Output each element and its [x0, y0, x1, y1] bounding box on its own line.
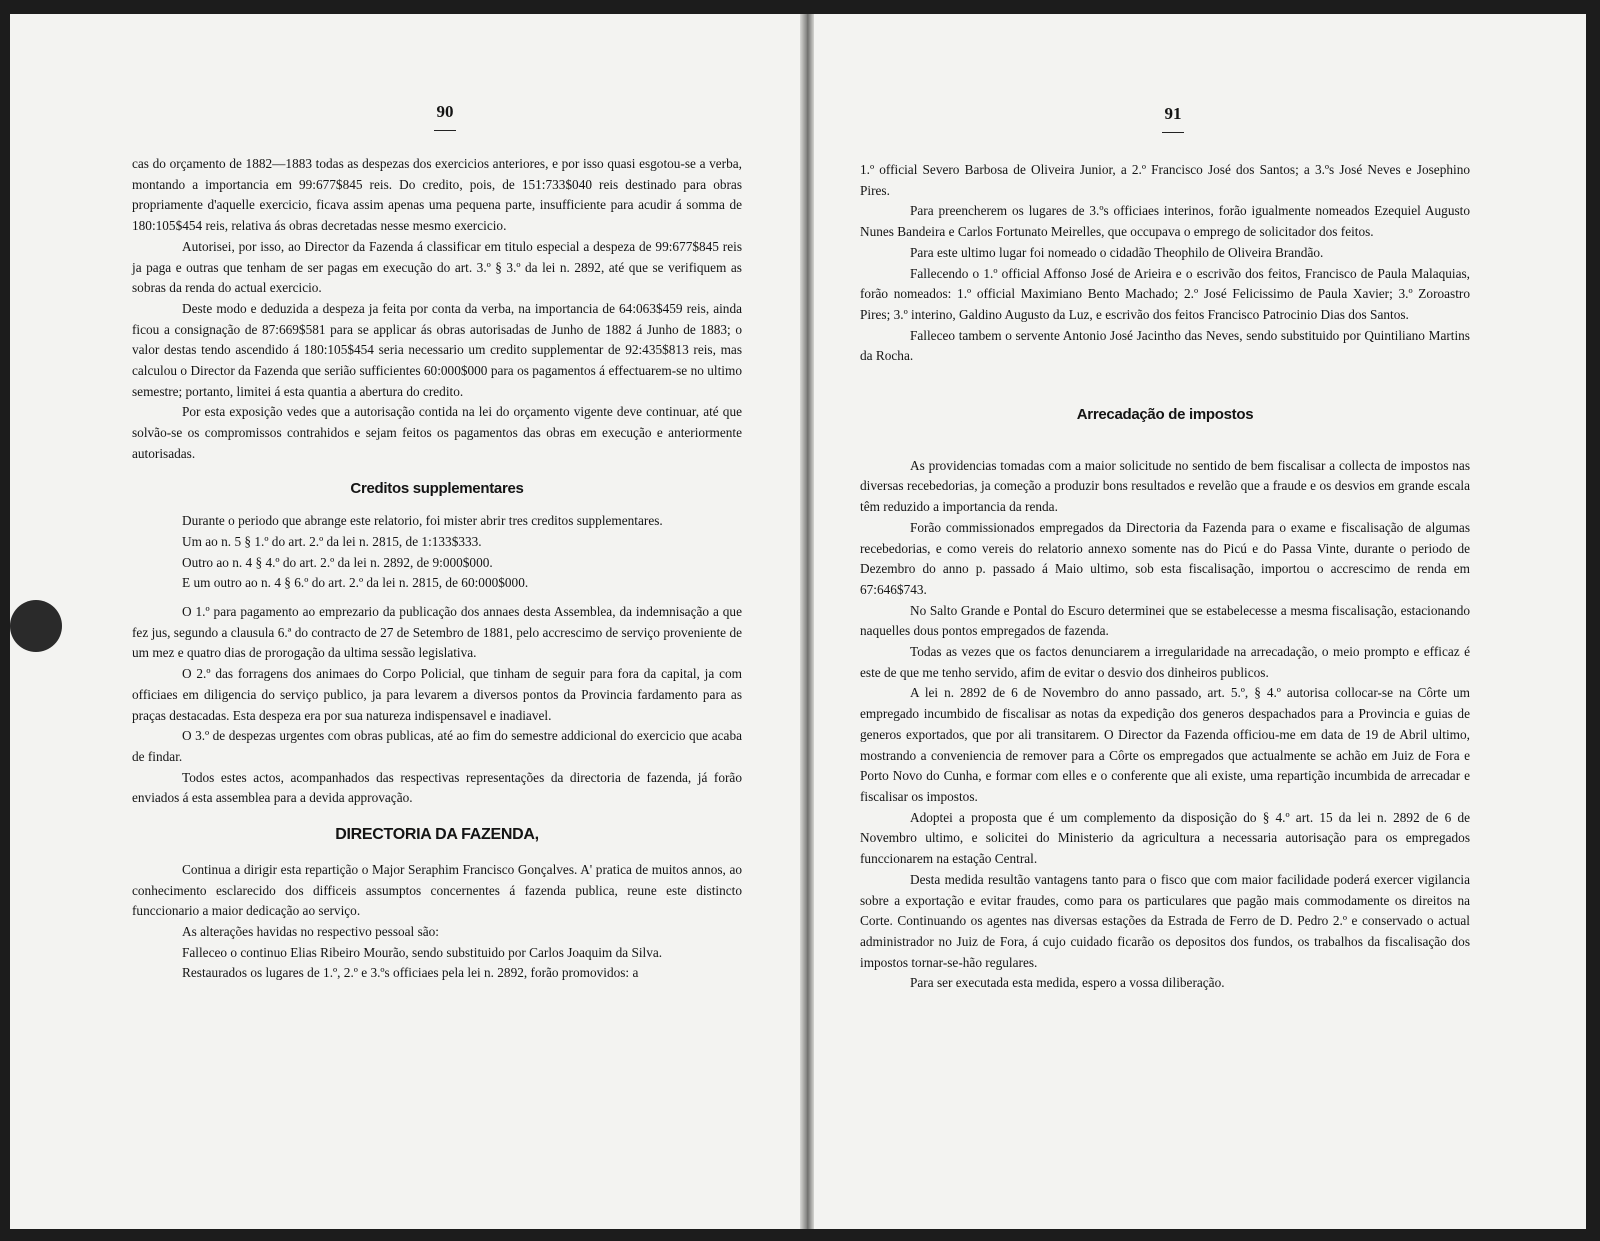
paragraph: cas do orçamento de 1882—1883 todas as despezas dos exercicios anteriores, e por isso quasi esgotou-se a verba, montando a importancia em 99:677$845 reis. Do credito, pois, de 151:733$040 reis destinado para obras propriamente d'aquelle exercicio, ficava assim apenas uma pequena parte, insufficiente para acudir á somma de 180:105$454 reis, relativa ás obras decretadas nesse mesmo exercicio.	[132, 156, 742, 234]
paragraph: Durante o periodo que abrange este relatorio, foi mister abrir tres creditos supplementares.	[182, 513, 663, 529]
paragraph: O 2.º das forragens dos animaes do Corpo Policial, que tinham de seguir para fora da capital, ja com officiaes em diligencia do serviço publico, ja para levarem a diversos pontos da Provincia fardamento para as praças destacadas. Esta despeza era por sua natureza indispensavel e inadiavel.	[132, 666, 742, 723]
paragraph: A lei n. 2892 de 6 de Novembro do anno passado, art. 5.º, § 4.º autorisa collocar-se na Côrte um empregado incumbido de fiscalisar as notas da expedição dos generos despachados para a Provincia e guias de generos exportados, que por ali transitarem. O Director da Fazenda officiou-me em data de 19 de Abril ultimo, mostrando a conveniencia de remover para a Côrte os empregados que actualmente se achão em Juiz de Fora e Porto Novo do Cunha, e formar com elles e o conferente que ali existe, uma repartição incumbida de arrecadar e fiscalisar os impostos.	[860, 685, 1470, 804]
paragraph: Desta medida resultão vantagens tanto para o fisco que com maior facilidade poderá exercer vigilancia sobre a exportação e evitar fraudes, como para os particulares que pagão mais commodamente os direitos na Corte. Continuando os agentes nas diversas estações da Estrada de Ferro de D. Pedro 2.º e conservado o actual administrador no Juiz de Fora, á cujo cuidado ficarão os depositos dos fundos, os trabalhos da fiscalisação dos impostos tornar-se-hão regulares.	[860, 871, 1470, 970]
paragraph: O 3.º de despezas urgentes com obras publicas, até ao fim do semestre addicional do exercicio que acaba de findar.	[132, 728, 742, 764]
paragraph: 1.º official Severo Barbosa de Oliveira Junior, a 2.º Francisco José dos Santos; a 3.ºs José Neves e Josephino Pires.	[860, 162, 1470, 198]
scanned-document	[10, 14, 1586, 1229]
paragraph: Forão commissionados empregados da Directoria da Fazenda para o exame e fiscalisação de algumas recebedorias, e como vereis do relatorio annexo somente nas do Picú e do Passa Vinte, durante o periodo de Dezembro do anno p. passado á Maio ultimo, sob esta fiscalisação, importou o accrescimo de renda em 67:646$743.	[860, 519, 1470, 597]
book-gutter	[800, 14, 814, 1229]
paragraph: Continua a dirigir esta repartição o Major Seraphim Francisco Gonçalves. A' pratica de muitos annos, ao conhecimento esclarecido dos difficeis assumptos concernentes á fazenda publica, reune este distincto funccionario a maior dedicação ao serviço.	[132, 861, 742, 919]
paragraph: Para preencherem os lugares de 3.ºs officiaes interinos, forão igualmente nomeados Ezequiel Augusto Nunes Bandeira e Carlos Fortunato Meirelles, que occupava o emprego de solicitador dos feitos.	[860, 203, 1470, 240]
paragraph: As alterações havidas no respectivo pessoal são:	[182, 923, 439, 939]
heading-arrecadacao-de-impostos: Arrecadação de impostos	[1076, 406, 1254, 424]
paragraph: O 1.º para pagamento ao emprezario da publicação dos annaes desta Assemblea, da indemnisação a que fez jus, segundo a clausula 6.ª do contracto de 27 de Setembro de 1881, pelo accrescimo de serviço proveniente de um mez e quatro dias de prorogação da ultima sessão legislativa.	[132, 604, 742, 661]
paragraph: Falleceo o continuo Elias Ribeiro Mourão, sendo substituido por Carlos Joaquim da Silva.	[182, 944, 663, 960]
paragraph: Para ser executada esta medida, espero a vossa diliberação.	[910, 975, 1225, 991]
left-page	[10, 14, 800, 1229]
left-page-number: 90	[415, 102, 475, 131]
right-page	[814, 14, 1586, 1229]
credito-item: E um outro ao n. 4 § 6.º do art. 2.º da lei n. 2815, de 60:000$000.	[182, 575, 529, 591]
paragraph: Todos estes actos, acompanhados das respectivas representações da directoria de fazenda, já forão enviados á esta assemblea para a devida approvação.	[132, 769, 742, 806]
heading-directoria-da-fazenda: DIRECTORIA DA FAZENDA,	[335, 826, 539, 844]
paragraph: Falleceo tambem o servente Antonio José Jacintho das Neves, sendo substituido por Quintiliano Martins da Rocha.	[860, 327, 1470, 364]
paragraph: Restaurados os lugares de 1.º, 2.º e 3.ºs officiaes pela lei n. 2892, forão promovidos: a	[182, 965, 639, 981]
credito-item: Um ao n. 5 § 1.º do art. 2.º da lei n. 2815, de 1:133$333.	[182, 533, 482, 549]
paragraph: Autorisei, por isso, ao Director da Fazenda á classificar em titulo especial a despeza de 99:677$845 reis ja paga e outras que tenham de ser pagas em execução do art. 3.º § 3.º da lei n. 2892, até que se verifiquem as sobras da renda do actual exercicio.	[132, 238, 742, 296]
paragraph: Deste modo e deduzida a despeza ja feita por conta da verba, na importancia de 64:063$459 reis, ainda ficou a consignação de 87:669$581 para se applicar ás obras autorisadas de Junho de 1882 á Junho de 1883; o valor destas tendo ascendido á 180:105$454 seria necessario um credito supplementar de 92:435$813 reis, mas calculou o Director da Fazenda que serião sufficientes 60:000$000 para os pagamentos á effectuarem-se no ultimo semestre; portanto, limitei á esta quantia a abertura do credito.	[132, 300, 742, 399]
binding-hole	[10, 600, 62, 652]
paragraph: As providencias tomadas com a maior solicitude no sentido de bem fiscalisar a collecta de impostos nas diversas recebedorias, ja começão a produzir bons resultados e revelão que a fraude e os desvios em grande escala têm reduzido a importancia da renda.	[860, 457, 1470, 515]
paragraph: Para este ultimo lugar foi nomeado o cidadão Theophilo de Oliveira Brandão.	[910, 244, 1324, 260]
paragraph: No Salto Grande e Pontal do Escuro determinei que se estabelecesse a mesma fiscalisação, estacionando naquelles dous pontos empregados de fazenda.	[860, 602, 1470, 639]
right-page-number: 91	[1143, 104, 1203, 133]
paragraph: Adoptei a proposta que é um complemento da disposição do § 4.º art. 15 da lei n. 2892 de 6 de Novembro ultimo, e solicitei do Ministerio da agricultura a necessaria autorisação para os empregados funccionarem na estação Central.	[860, 809, 1470, 867]
paragraph: Todas as vezes que os factos denunciarem a irregularidade na arrecadação, o meio prompto e efficaz é este de que me tenho servido, afim de evitar o desvio dos dinheiros publicos.	[860, 644, 1470, 680]
right-page-body	[860, 160, 1470, 994]
credito-item: Outro ao n. 4 § 4.º do art. 2.º da lei n. 2892, de 9:000$000.	[182, 554, 493, 570]
left-page-body	[132, 154, 742, 984]
heading-creditos-supplementares: Creditos supplementares	[350, 479, 524, 497]
paragraph: Fallecendo o 1.º official Affonso José de Arieira e o escrivão dos feitos, Francisco de Paula Malaquias, forão nomeados: 1.º official Maximiano Bento Machado; 2.º José Felicissimo de Paula Xavier; 3.º Zoroastro Pires; 3.º interino, Galdino Augusto da Luz, e escrivão dos feitos Francisco Patrocinio Dias dos Santos.	[860, 265, 1470, 322]
paragraph: Por esta exposição vedes que a autorisação contida na lei do orçamento vigente deve continuar, até que solvão-se os compromissos contrahidos e sejam feitos os pagamentos das obras em execução e anteriormente autorisadas.	[132, 404, 742, 461]
